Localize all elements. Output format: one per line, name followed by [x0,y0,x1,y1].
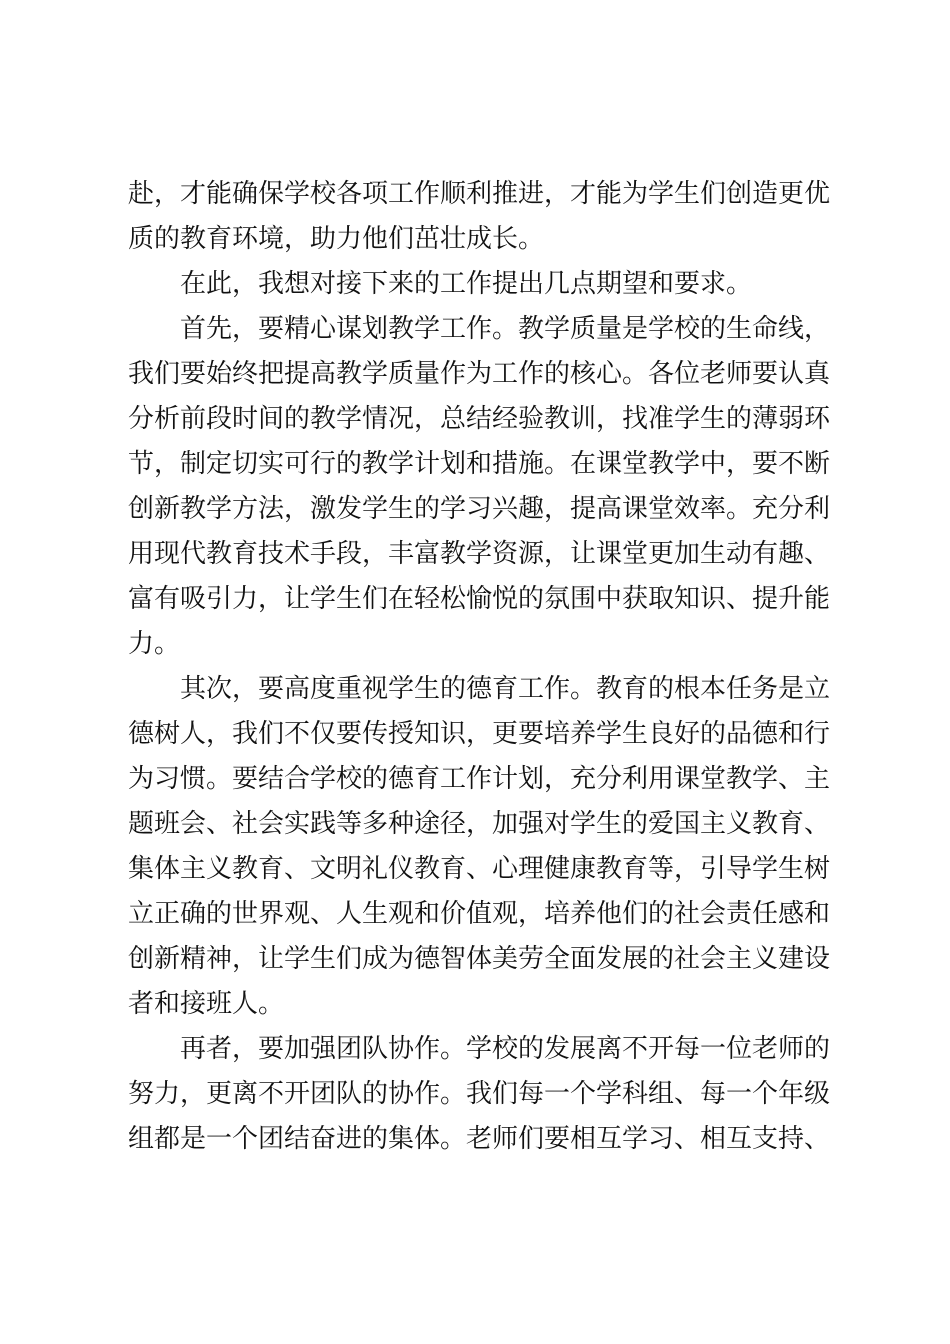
paragraph-teaching: 首先，要精心谋划教学工作。教学质量是学校的生命线，我们要始终把提高教学质量作为工作的核心。各位老师要认真分析前段时间的教学情况，总结经验教训，找准学生的薄弱环节，制定切实可行的教学计划和措施。在课堂教学中，要不断创新教学方法，激发学生的学习兴趣，提高课堂效率。充分利用现代教育技术手段，丰富教学资源，让课堂更加生动有趣、富有吸引力，让学生们在轻松愉悦的氛围中获取知识、提升能力。 [128,314,831,659]
paragraph-continuation: 赴，才能确保学校各项工作顺利推进，才能为学生们创造更优质的教育环境，助力他们茁壮成长。 [128,179,831,254]
paragraph-teamwork: 再者，要加强团队协作。学校的发展离不开每一位老师的努力，更离不开团队的协作。我们每一个学科组、每一个年级组都是一个团结奋进的集体。老师们要相互学习、相互支持、 [128,1034,831,1154]
paragraph-intro: 在此，我想对接下来的工作提出几点期望和要求。 [180,269,753,299]
document-body [128,172,830,1162]
paragraph-moral-education: 其次，要高度重视学生的德育工作。教育的根本任务是立德树人，我们不仅要传授知识，更要培养学生良好的品德和行为习惯。要结合学校的德育工作计划，充分利用课堂教学、主题班会、社会实践等多种途径，加强对学生的爱国主义教育、集体主义教育、文明礼仪教育、心理健康教育等，引导学生树立正确的世界观、人生观和价值观，培养他们的社会责任感和创新精神，让学生们成为德智体美劳全面发展的社会主义建设者和接班人。 [128,674,831,1019]
